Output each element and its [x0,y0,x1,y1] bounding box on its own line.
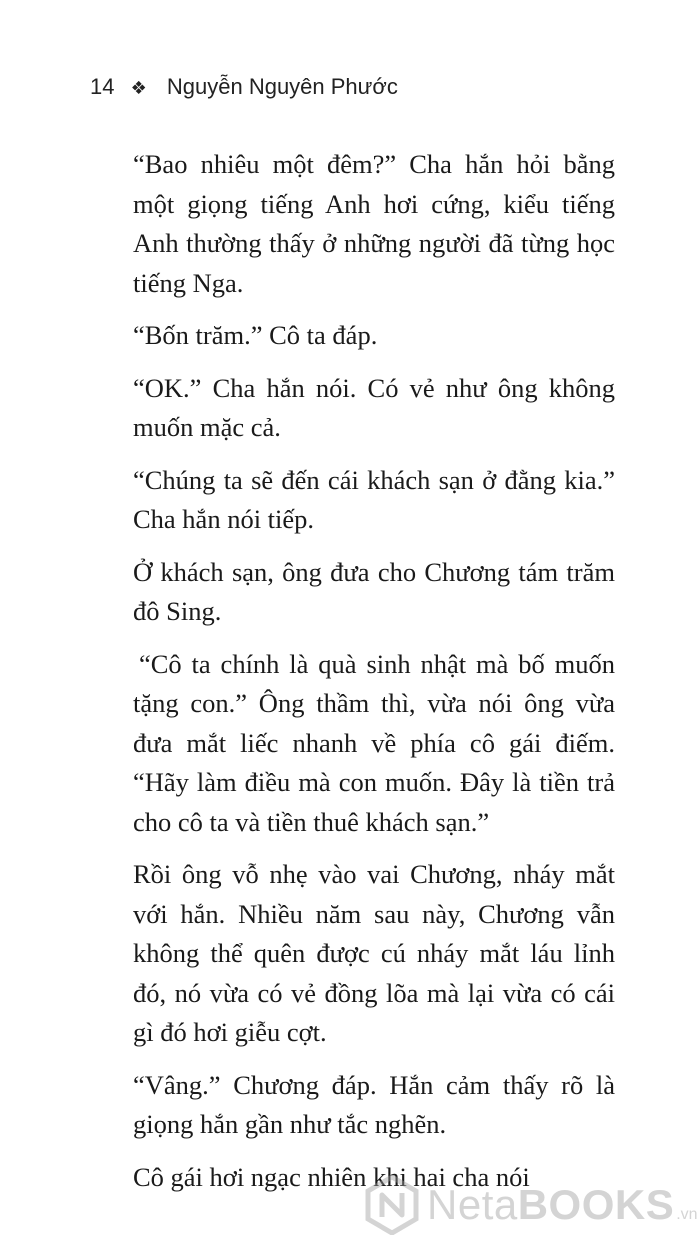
watermark-brand: NetaBOOKS [427,1181,675,1228]
page-body [133,145,615,1210]
paragraph: “OK.” Cha hắn nói. Có vẻ như ông không muốn mặc cả. [133,372,615,442]
paragraph: Ở khách sạn, ông đưa cho Chương tám trăm đô Sing. [133,556,615,626]
watermark [365,1170,698,1240]
paragraph: “Cô ta chính là quà sinh nhật mà bố muốn tặng con.” Ông thầm thì, vừa nói ông vừa đưa mắt liếc nhanh về phía cô gái điếm. “Hãy làm điều mà con muốn. Đây là tiền trả cho cô ta và tiền thuê khách sạn.” [133,648,615,837]
netabooks-logo-icon [365,1175,419,1235]
paragraph: Cô gái hơi ngạc nhiên khi hai cha nói [133,1161,530,1192]
ornament-separator: ❖ [130,78,147,98]
watermark-domain: .vn [676,1206,698,1223]
page-number: 14 [90,74,115,99]
paragraph: “Chúng ta sẽ đến cái khách sạn ở đằng kia.” Cha hắn nói tiếp. [133,464,615,534]
author-name: Nguyễn Nguyên Phước [166,74,398,99]
running-header [90,74,398,100]
paragraph: “Bốn trăm.” Cô ta đáp. [133,320,378,350]
paragraph: “Vâng.” Chương đáp. Hắn cảm thấy rõ là giọng hắn gần như tắc nghẽn. [133,1069,615,1139]
paragraph: “Bao nhiêu một đêm?” Cha hắn hỏi bằng một giọng tiếng Anh hơi cứng, kiểu tiếng Anh thường thấy ở những người đã từng học tiếng Nga. [133,149,615,298]
paragraph: Rồi ông vỗ nhẹ vào vai Chương, nháy mắt với hắn. Nhiều năm sau này, Chương vẫn không thể quên được cú nháy mắt láu lỉnh đó, nó vừa có vẻ đồng lõa mà lại vừa có cái gì đó hơi giễu cợt. [133,859,615,1047]
